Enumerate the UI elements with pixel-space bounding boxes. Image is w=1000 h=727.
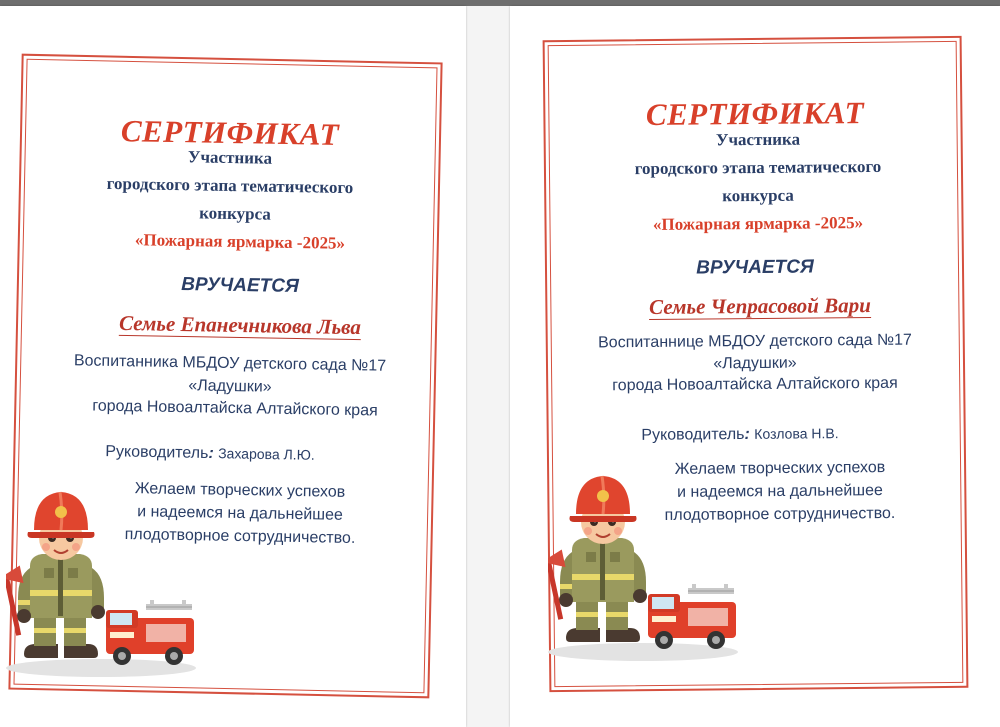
participant-line: Участника xyxy=(715,129,801,150)
contest-word: конкурса xyxy=(722,185,794,206)
wish-line-2: и надеемся на дальнейшее xyxy=(677,482,883,501)
certificate-title: СЕРТИФИКАТ xyxy=(645,95,865,132)
fireman-illustration-left xyxy=(6,468,202,683)
recipient-wrap xyxy=(590,293,930,321)
leader-colon: : xyxy=(208,444,214,463)
contest-name: «Пожарная ярмарка -2025» xyxy=(652,213,864,234)
stage-line: городского этапа тематического xyxy=(106,173,354,198)
pupil-line-3: города Новоалтайска Алтайского края xyxy=(612,374,898,395)
pupil-line-1: Воспитаннице МБДОУ детского сада №17 xyxy=(598,331,912,352)
recipient-name: Семье Чепрасовой Вари xyxy=(649,293,871,319)
awarded-heading: ВРУЧАЕТСЯ xyxy=(181,273,299,298)
recipient-name: Семье Епанечникова Льва xyxy=(118,310,362,340)
wish-line-1: Желаем творческих успехов xyxy=(134,480,346,501)
fireman-illustration-right xyxy=(548,452,744,667)
leader-line xyxy=(600,425,880,445)
pupil-line-2: «Ладушки» xyxy=(713,354,797,373)
wish-line-3: плодотворное сотрудничество. xyxy=(664,504,896,525)
pupil-line-1: Воспитанника МБДОУ детского сада №17 xyxy=(73,352,387,375)
certificate-title: СЕРТИФИКАТ xyxy=(120,113,340,152)
wish-line-2: и надеемся на дальнейшее xyxy=(137,503,344,524)
participant-line: Участника xyxy=(187,147,273,168)
leader-label: Руководитель xyxy=(105,443,209,462)
leader-label: Руководитель xyxy=(641,425,745,444)
contest-name: «Пожарная ярмарка -2025» xyxy=(134,230,346,253)
pupil-line-3: города Новоалтайска Алтайского края xyxy=(92,397,378,420)
leader-name: Козлова Н.В. xyxy=(754,425,839,442)
pupil-line-2: «Ладушки» xyxy=(188,377,272,396)
leader-colon: : xyxy=(744,425,750,443)
leader-name: Захарова Л.Ю. xyxy=(218,445,315,463)
wish-line-1: Желаем творческих успехов xyxy=(674,459,886,478)
awarded-heading: ВРУЧАЕТСЯ xyxy=(696,256,814,279)
contest-word: конкурса xyxy=(199,203,271,224)
stage-line: городского этапа тематического xyxy=(634,156,882,179)
wish-line-3: плодотворное сотрудничество. xyxy=(124,525,356,548)
